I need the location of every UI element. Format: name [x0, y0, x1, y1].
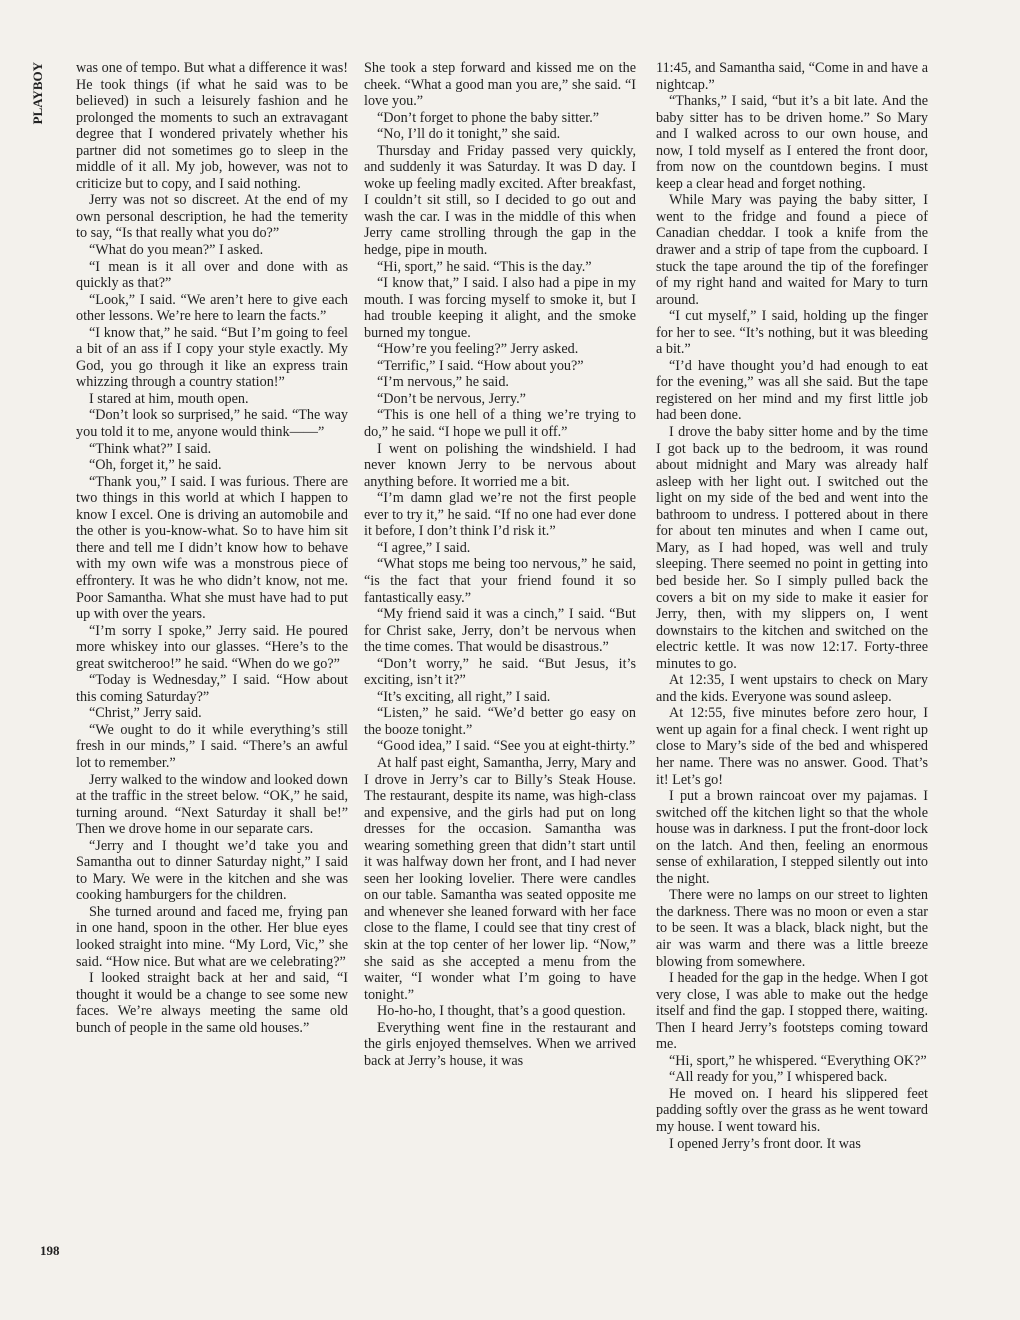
paragraph: “How’re you feeling?” Jerry asked.	[377, 341, 579, 358]
paragraph: 11:45, and Samantha said, “Come in and have a nightcap.”	[656, 60, 928, 93]
article-column-3	[656, 60, 928, 1152]
paragraph: “Today is Wednesday,” I said. “How about this coming Saturday?”	[76, 672, 348, 705]
paragraph: At half past eight, Samantha, Jerry, Mary and I drove in Jerry’s car to Billy’s Steak House. The restaurant, despite its name, was high-class and expensive, and the girls had put on long dresses for the occasion. Samantha was wearing something green that didn’t start until it was halfway down her front, and I had never seen her looking lovelier. There were candles on our table. Samantha was seated opposite me and whenever she leaned forward with her face close to the flame, I could see that tiny crest of skin at the top center of her lower lip. “Now,” she said as she accepted a menu from the waiter, “I wonder what I’m going to have tonight.”	[364, 754, 636, 1003]
paragraph: She took a step forward and kissed me on the cheek. “What a good man you are,” she said. “I love you.”	[364, 60, 636, 110]
paragraph: “I mean is it all over and done with as quickly as that?”	[76, 258, 348, 292]
paragraph: “Thank you,” I said. I was furious. There are two things in this world at which I happen to know I excel. One is driving an automobile and the other is you-know-what. So to have him sit there and tell me I didn’t know how to behave with my own wife was a monstrous piece of effrontery. It was he who didn’t know, not me. Poor Samantha. What she must have had to put up with over the years.	[76, 473, 348, 623]
paragraph: “Christ,” Jerry said.	[89, 705, 202, 722]
paragraph: “My friend said it was a cinch,” I said. “But for Christ sake, Jerry, don’t be nervous when the time comes. That would be disastrous.”	[364, 606, 636, 656]
paragraph: At 12:55, five minutes before zero hour, I went up again for a final check. I went right up close to Mary’s side of the bed and whispered her name. There was no answer. Good. That’s it! Let’s go!	[656, 705, 928, 788]
paragraph: “I’m nervous,” he said.	[377, 374, 509, 391]
paragraph: “No, I’ll do it tonight,” she said.	[377, 126, 561, 143]
paragraph: Ho-ho-ho, I thought, that’s a good question.	[377, 1003, 626, 1020]
page-number: 198	[40, 1243, 60, 1258]
paragraph: He moved on. I heard his slippered feet padding softly over the grass as he went toward my house. I went toward his.	[656, 1085, 928, 1135]
paragraph: “Don’t worry,” he said. “But Jesus, it’s exciting, isn’t it?”	[364, 655, 636, 689]
paragraph: “Oh, forget it,” he said.	[89, 457, 222, 474]
paragraph: “I know that,” I said. I also had a pipe in my mouth. I was forcing myself to smoke it, but I had trouble keeping it alight, and the smoke burned my tongue.	[364, 275, 636, 341]
article-column-1	[76, 60, 348, 1036]
paragraph: “Thanks,” I said, “but it’s a bit late. And the baby sitter has to be driven home.” So Mary and I walked across to our own house, and now, I told myself as I entered the front door, from now on the countdown begins. I must keep a clear head and forget nothing.	[656, 93, 928, 192]
paragraph: Jerry walked to the window and looked down at the traffic in the street below. “OK,” he said, turning around. “Next Saturday it shall be!” Then we drove home in our separate cars.	[76, 771, 348, 838]
paragraph: I went on polishing the windshield. I had never known Jerry to be nervous about anything before. It worried me a bit.	[364, 440, 636, 490]
paragraph: “We ought to do it while everything’s still fresh in our minds,” I said. “There’s an awful lot to remember.”	[76, 721, 348, 771]
paragraph: I looked straight back at her and said, “I thought it would be a change to see some new faces. We’re always meeting the same old bunch of people in the same old houses.”	[76, 970, 348, 1036]
paragraph: I headed for the gap in the hedge. When I got very close, I was able to make out the hedge itself and find the gap. I stopped there, waiting. Then I heard Jerry’s footsteps coming toward me.	[656, 970, 928, 1053]
paragraph: “I’d have thought you’d had enough to eat for the evening,” was all she said. But the tape registered on her mind and my first little job had been done.	[656, 357, 928, 424]
paragraph: “Good idea,” I said. “See you at eight-thirty.”	[377, 738, 636, 755]
paragraph: “What do you mean?” I asked.	[89, 242, 264, 259]
paragraph: “Listen,” he said. “We’d better go easy on the booze tonight.”	[364, 705, 636, 738]
paragraph: “Jerry and I thought we’d take you and Samantha out to dinner Saturday night,” I said to Mary. We were in the kitchen and she was cooking hamburgers for the children.	[76, 837, 348, 904]
paragraph: I opened Jerry’s front door. It was	[669, 1135, 861, 1152]
paragraph: “Look,” I said. “We aren’t here to give each other lessons. We’re here to learn the facts.”	[76, 291, 348, 325]
paragraph: “This is one hell of a thing we’re trying to do,” he said. “I hope we pull it off.”	[364, 407, 636, 441]
paragraph: “Think what?” I said.	[89, 440, 212, 457]
paragraph: “Hi, sport,” he whispered. “Everything OK?”	[669, 1052, 927, 1069]
paragraph: There were no lamps on our street to lighten the darkness. There was no moon or even a star to be seen. It was a black, black night, but the air was warm and there was a little breeze blowing from somewhere.	[656, 887, 928, 970]
paragraph: “All ready for you,” I whispered back.	[669, 1069, 888, 1086]
paragraph: While Mary was paying the baby sitter, I went to the fridge and found a piece of Canadian cheddar. I took a knife from the drawer and a strip of tape from the cupboard. I stuck the tape around the tip of the forefinger of my right hand and waited for Mary to turn around.	[656, 192, 928, 308]
paragraph: “I’m sorry I spoke,” Jerry said. He poured more whiskey into our glasses. “Here’s to the great switcheroo!” he said. “When do we go?”	[76, 622, 348, 672]
paragraph: Everything went fine in the restaurant and the girls enjoyed themselves. When we arrived back at Jerry’s house, it was	[364, 1019, 636, 1069]
magazine-masthead: PLAYBOY	[30, 62, 45, 125]
paragraph: I stared at him, mouth open.	[89, 390, 249, 407]
paragraph: I drove the baby sitter home and by the time I got back up to the bedroom, it was round about midnight and Mary was already half asleep with her light out. I switched out the light on my side of the bed and went into the bathroom to undress. I pottered about in there for about ten minutes and when I came out, Mary, as I had hoped, was well and truly sleeping. There seemed no point in getting into bed beside her. So I simply pulled back the covers a bit on my side to make it easier for Jerry, then, with my slippers on, I went downstairs to the kitchen and switched on the electric kettle. It was now 12:17. Forty-three minutes to go.	[656, 424, 928, 672]
paragraph: “I cut myself,” I said, holding up the finger for her to see. “It’s nothing, but it was bleeding a bit.”	[656, 308, 928, 358]
paragraph: “Don’t be nervous, Jerry.”	[377, 390, 526, 407]
paragraph: “Terrific,” I said. “How about you?”	[377, 357, 584, 374]
paragraph: She turned around and faced me, frying pan in one hand, spoon in the other. Her blue eyes looked straight into mine. “My Lord, Vic,” she said. “How nice. But what are we celebrating?”	[76, 903, 348, 970]
paragraph: “Don’t forget to phone the baby sitter.”	[377, 109, 600, 126]
paragraph: was one of tempo. But what a difference it was! He took things (if what he said was to be believed) in such a leisurely fashion and he prolonged the moments to such an extravagant degree that I wondered privately whether his partner did not sometimes go to sleep in the middle of it all. My job, however, was not to criticize but to copy, and I said nothing.	[76, 60, 348, 192]
paragraph: “What stops me being too nervous,” he said, “is the fact that your friend found it so fantastically easy.”	[364, 556, 636, 606]
paragraph: “I agree,” I said.	[377, 539, 471, 556]
paragraph: I put a brown raincoat over my pajamas. I switched off the kitchen light so that the whole house was in darkness. I put the front-door lock on the latch. And then, feeling an enormous sense of exhilaration, I stepped silently out into the night.	[656, 788, 928, 887]
paragraph: “Hi, sport,” he said. “This is the day.”	[377, 258, 592, 275]
paragraph: Thursday and Friday passed very quickly, and suddenly it was Saturday. It was D day. I woke up feeling madly excited. After breakfast, I couldn’t sit still, so I decided to go out and wash the car. I was in the middle of this when Jerry came strolling through the gap in the hedge, pipe in mouth.	[364, 142, 636, 259]
paragraph: Jerry was not so discreet. At the end of my own personal description, he had the temerity to say, “Is that really what you do?”	[76, 192, 348, 242]
paragraph: At 12:35, I went upstairs to check on Mary and the kids. Everyone was sound asleep.	[656, 672, 928, 705]
paragraph: “I know that,” he said. “But I’m going to feel a bit of an ass if I copy your style exactly. My God, you go through it like an express train whizzing through a country station!”	[76, 324, 348, 391]
paragraph: “It’s exciting, all right,” I said.	[377, 688, 551, 705]
paragraph: “Don’t look so surprised,” he said. “The way you told it to me, anyone would think——”	[76, 407, 348, 441]
paragraph: “I’m damn glad we’re not the first people ever to try it,” he said. “If no one had ever done it before, I don’t think I’d risk it.”	[364, 490, 636, 540]
article-column-2	[364, 60, 636, 1069]
